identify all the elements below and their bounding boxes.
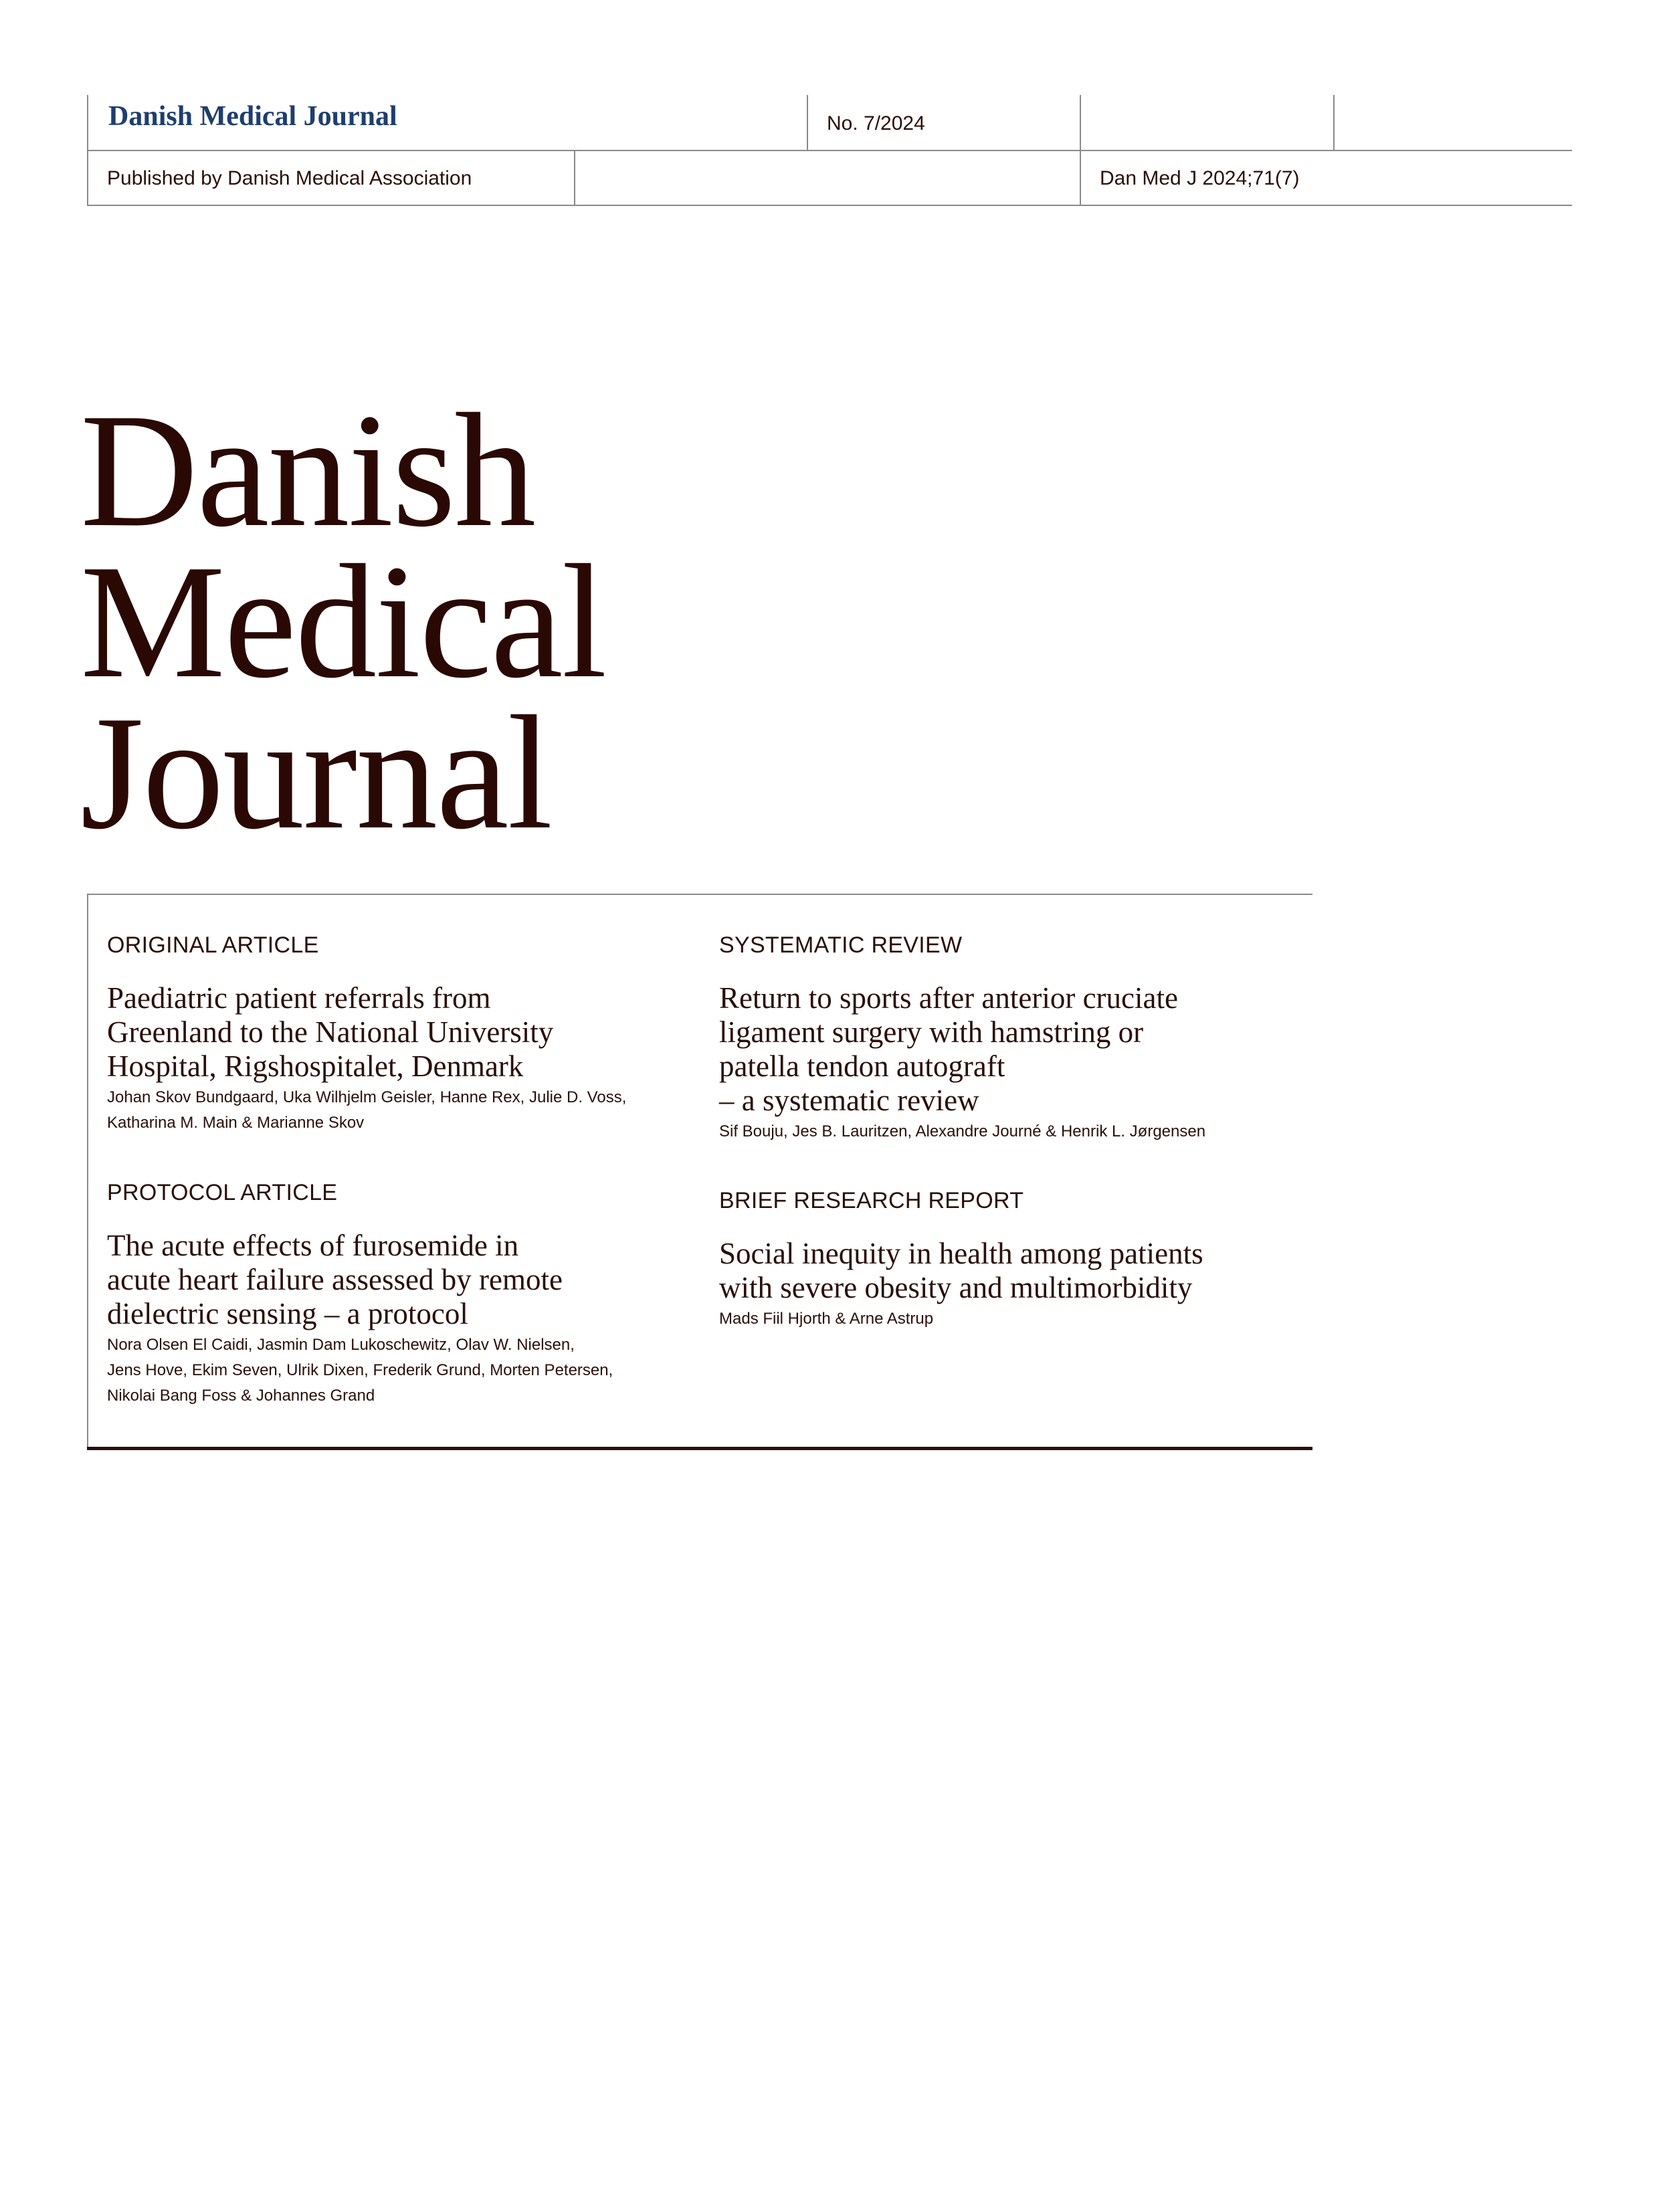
article-authors xyxy=(107,1332,696,1409)
cover-title-line: Medical xyxy=(80,531,606,712)
header-bottom-divider xyxy=(87,205,1572,206)
article-protocol[interactable] xyxy=(107,1180,696,1409)
article-systematic-review[interactable] xyxy=(719,932,1308,1144)
article-title-line: acute heart failure assessed by remote xyxy=(107,1263,563,1296)
header-grid-line xyxy=(1080,95,1081,206)
author-line: Katharina M. Main & Marianne Skov xyxy=(107,1114,365,1132)
article-title[interactable] xyxy=(719,981,1308,1118)
author-line: Nikolai Bang Foss & Johannes Grand xyxy=(107,1387,375,1405)
header-grid-line xyxy=(87,95,88,206)
header-top-divider xyxy=(87,150,1572,151)
article-original[interactable] xyxy=(107,932,696,1136)
issue-number: No. 7/2024 xyxy=(827,112,925,134)
section-label: BRIEF RESEARCH REPORT xyxy=(719,1188,1024,1213)
article-title[interactable] xyxy=(107,981,696,1084)
article-title-line: dielectric sensing – a protocol xyxy=(107,1297,468,1330)
author-line: Johan Skov Bundgaard, Uka Wilhjelm Geisler, Hanne Rex, Julie D. Voss, xyxy=(107,1088,627,1106)
article-title-line: Hospital, Rigshospitalet, Denmark xyxy=(107,1049,524,1083)
article-title-line: Greenland to the National University xyxy=(107,1015,554,1049)
contents-left-rule xyxy=(87,894,88,1450)
citation: Dan Med J 2024;71(7) xyxy=(1100,167,1300,189)
article-authors xyxy=(107,1085,696,1136)
article-title-line: with severe obesity and multimorbidity xyxy=(719,1271,1193,1304)
contents-bottom-rule xyxy=(87,1447,1312,1450)
header-grid-line xyxy=(1333,95,1335,151)
masthead-journal-name: Danish Medical Journal xyxy=(108,101,397,132)
author-line: Nora Olsen El Caidi, Jasmin Dam Lukoschewitz, Olav W. Nielsen, xyxy=(107,1336,575,1354)
article-title-line: patella tendon autograft xyxy=(719,1049,1005,1083)
cover-title-line: Journal xyxy=(80,682,552,863)
article-title-line: Paediatric patient referrals from xyxy=(107,981,491,1015)
article-title-line: The acute effects of furosemide in xyxy=(107,1229,519,1262)
section-label: ORIGINAL ARTICLE xyxy=(107,932,319,958)
author-line: Mads Fiil Hjorth & Arne Astrup xyxy=(719,1310,934,1328)
publisher-line: Published by Danish Medical Association xyxy=(107,167,472,189)
section-label: SYSTEMATIC REVIEW xyxy=(719,932,963,958)
cover-title xyxy=(80,380,606,863)
section-label: PROTOCOL ARTICLE xyxy=(107,1180,338,1205)
author-line: Jens Hove, Ekim Seven, Ulrik Dixen, Frederik Grund, Morten Petersen, xyxy=(107,1361,613,1379)
article-authors xyxy=(719,1306,1308,1332)
header-grid-line xyxy=(574,150,575,206)
article-title-line: Social inequity in health among patients xyxy=(719,1237,1203,1270)
article-title[interactable] xyxy=(107,1229,696,1331)
header-grid-line xyxy=(807,95,808,151)
contents-top-rule xyxy=(87,894,1312,895)
article-title-line: Return to sports after anterior cruciate xyxy=(719,981,1178,1015)
article-title-line: – a systematic review xyxy=(719,1084,979,1117)
article-title-line: ligament surgery with hamstring or xyxy=(719,1015,1144,1049)
article-title[interactable] xyxy=(719,1237,1308,1305)
author-line: Sif Bouju, Jes B. Lauritzen, Alexandre Journé & Henrik L. Jørgensen xyxy=(719,1122,1206,1140)
article-brief-report[interactable] xyxy=(719,1188,1308,1332)
article-authors xyxy=(719,1119,1308,1144)
cover-title-line: Danish xyxy=(80,380,535,561)
